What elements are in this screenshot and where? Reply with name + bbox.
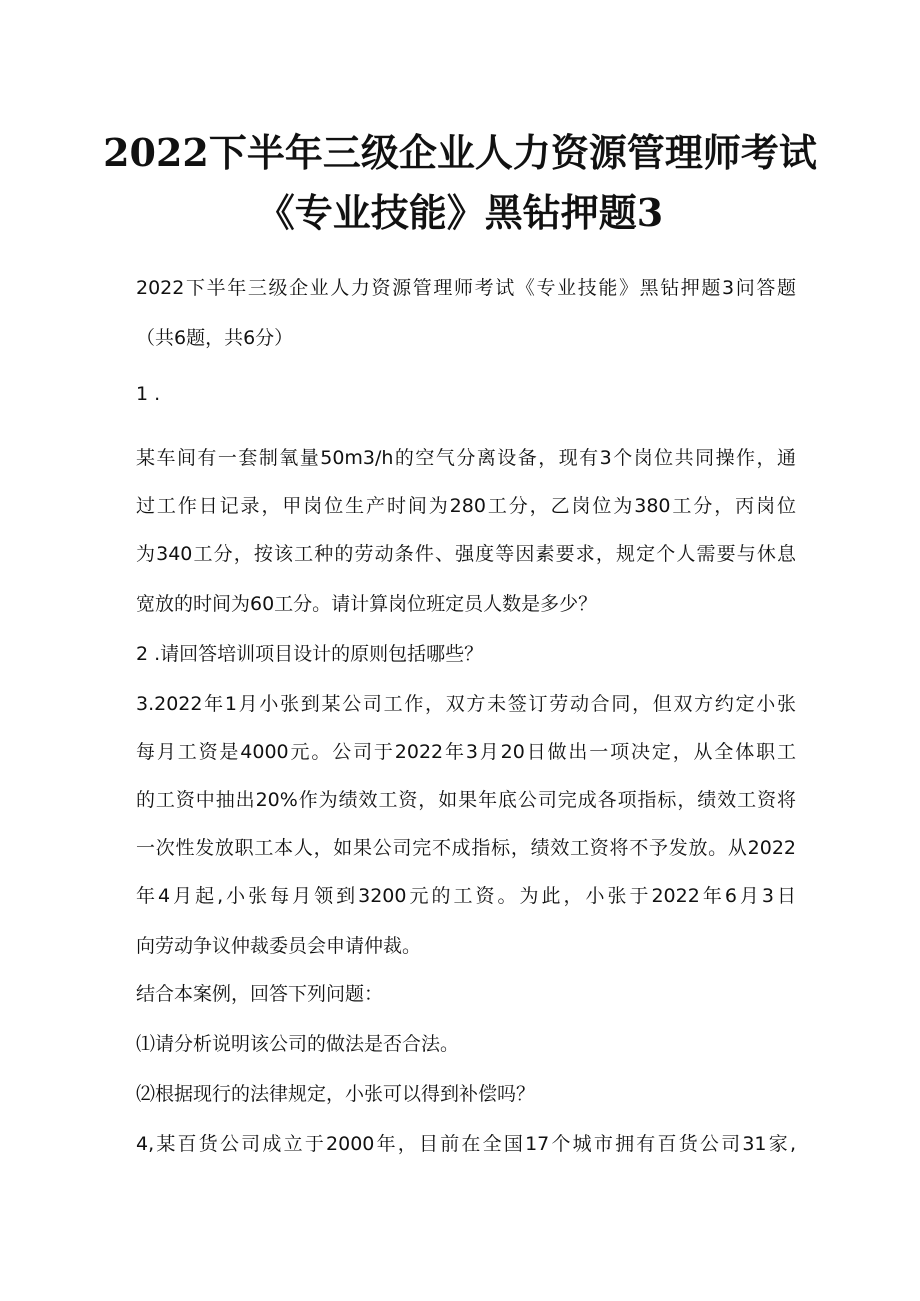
question-4-text-line: 4,某百货公司成立于2000年，目前在全国17个城市拥有百货公司31家,	[136, 1133, 796, 1155]
question-3-text-line: 的工资中抽出20%作为绩效工资，如果年底公司完成各项指标，绩效工资将	[136, 789, 796, 811]
document-title-line-1: 2022下半年三级企业人力资源管理师考试	[103, 130, 817, 175]
question-3-text-line: 一次性发放职工本人，如果公司完不成指标，绩效工资将不予发放。从2022	[136, 837, 796, 859]
question-1-text-line: 某车间有一套制氧量50m3/h的空气分离设备，现有3个岗位共同操作，通	[136, 447, 796, 469]
question-3-text-line: 年4月起,小张每月领到3200元的工资。为此，小张于2022年6月3日	[136, 885, 796, 907]
intro-line-1: 2022下半年三级企业人力资源管理师考试《专业技能》黑钻押题3问答题	[136, 277, 796, 299]
question-3-text-line: 每月工资是4000元。公司于2022年3月20日做出一项决定，从全体职工	[136, 741, 796, 763]
question-3-subquestion-2: ⑵根据现行的法律规定，小张可以得到补偿吗？	[136, 1083, 536, 1105]
question-2-text: 2 .请回答培训项目设计的原则包括哪些？	[136, 643, 484, 665]
document-title-line-2: 《专业技能》黑钻押题3	[256, 190, 664, 235]
question-1-number: 1 .	[136, 383, 161, 405]
intro-line-2: （共6题，共6分）	[136, 327, 294, 349]
question-1-text-line: 宽放的时间为60工分。请计算岗位班定员人数是多少？	[136, 593, 598, 615]
question-1-text-line: 为340工分，按该工种的劳动条件、强度等因素要求，规定个人需要与休息	[136, 543, 796, 565]
question-3-text-line: 向劳动争议仲裁委员会申请仲裁。	[136, 935, 422, 957]
question-1-text-line: 过工作日记录，甲岗位生产时间为280工分，乙岗位为380工分，丙岗位	[136, 495, 796, 517]
question-3-prompt: 结合本案例，回答下列问题：	[136, 983, 384, 1005]
question-3-text-line: 3.2022年1月小张到某公司工作，双方未签订劳动合同，但双方约定小张	[136, 693, 796, 715]
question-3-subquestion-1: ⑴请分析说明该公司的做法是否合法。	[136, 1033, 460, 1055]
